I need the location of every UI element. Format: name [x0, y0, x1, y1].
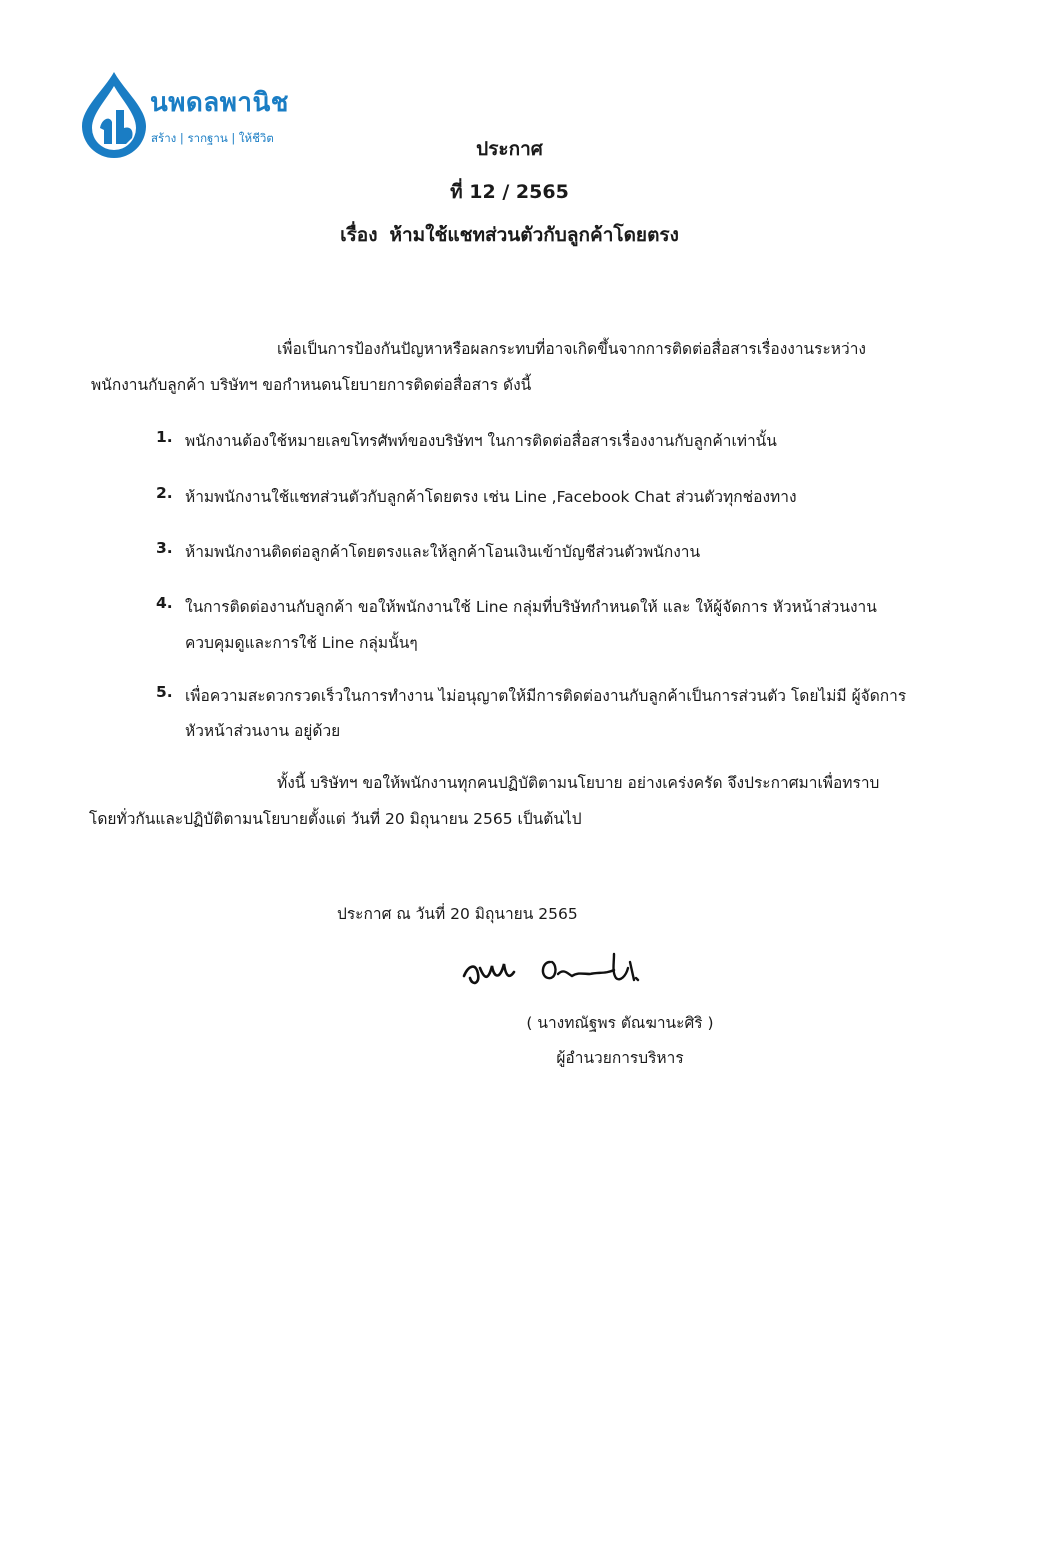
- subject-text: ห้ามใช้แชทส่วนตัวกับลูกค้าโดยตรง: [389, 224, 679, 246]
- intro-line-1: เพื่อเป็นการป้องกันปัญหาหรือผลกระทบที่อาจเกิดขึ้นจากการติดต่อสื่อสารเรื่องงานระหว่าง: [277, 340, 866, 358]
- subject-label: เรื่อง: [340, 224, 378, 246]
- intro-line-2: พนักงานกับลูกค้า บริษัทฯ ขอกำหนดนโยบายการติดต่อสื่อสาร ดังนี้: [91, 376, 532, 394]
- company-tagline: สร้าง | รากฐาน | ให้ชีวิต: [151, 131, 274, 145]
- company-name: นพดลพานิช: [150, 88, 289, 118]
- list-item-text: เพื่อความสะดวกรวดเร็วในการทำงาน ไม่อนุญาตให้มีการติดต่องานกับลูกค้าเป็นการส่วนตัว โดยไม่มี ผู้จัดการ: [185, 687, 907, 705]
- signatory-name: ( นางทณัฐพร ตัณฆานะศิริ ): [526, 1014, 714, 1032]
- list-item-text: ในการติดต่องานกับลูกค้า ขอให้พนักงานใช้ Line กลุ่มที่บริษัทกำหนดให้ และ ให้ผู้จัดการ หัวหน้าส่วนงาน: [185, 598, 877, 616]
- list-item-number: 2.: [156, 484, 173, 502]
- list-item-text-continued: ควบคุมดูและการใช้ Line กลุ่มนั้นๆ: [185, 634, 418, 652]
- announcement-title: ประกาศ: [476, 138, 543, 160]
- list-item-number: 5.: [156, 683, 173, 701]
- list-item-number: 3.: [156, 539, 173, 557]
- closing-line-1: ทั้งนี้ บริษัทฯ ขอให้พนักงานทุกคนปฏิบัติตามนโยบาย อย่างเคร่งครัด จึงประกาศมาเพื่อทราบ: [277, 774, 880, 792]
- announcement-date: ประกาศ ณ วันที่ 20 มิถุนายน 2565: [337, 905, 578, 923]
- list-item-text: พนักงานต้องใช้หมายเลขโทรศัพท์ของบริษัทฯ ในการติดต่อสื่อสารเรื่องงานกับลูกค้าเท่านั้น: [185, 432, 777, 450]
- list-item-number: 1.: [156, 428, 173, 446]
- announcement-number: ที่ 12 / 2565: [450, 181, 569, 203]
- list-item-text-continued: หัวหน้าส่วนงาน อยู่ด้วย: [185, 722, 341, 740]
- handwritten-signature: [458, 948, 648, 992]
- signatory-position: ผู้อำนวยการบริหาร: [556, 1049, 684, 1067]
- list-item-text: ห้ามพนักงานติดต่อลูกค้าโดยตรงและให้ลูกค้าโอนเงินเข้าบัญชีส่วนตัวพนักงาน: [185, 543, 701, 561]
- list-item-number: 4.: [156, 594, 173, 612]
- closing-line-2: โดยทั่วกันและปฏิบัติตามนโยบายตั้งแต่ วันที่ 20 มิถุนายน 2565 เป็นต้นไป: [89, 810, 582, 828]
- announcement-subject: [0, 220, 1019, 250]
- list-item-text: ห้ามพนักงานใช้แชทส่วนตัวกับลูกค้าโดยตรง เช่น Line ,Facebook Chat ส่วนตัวทุกช่องทาง: [185, 488, 797, 506]
